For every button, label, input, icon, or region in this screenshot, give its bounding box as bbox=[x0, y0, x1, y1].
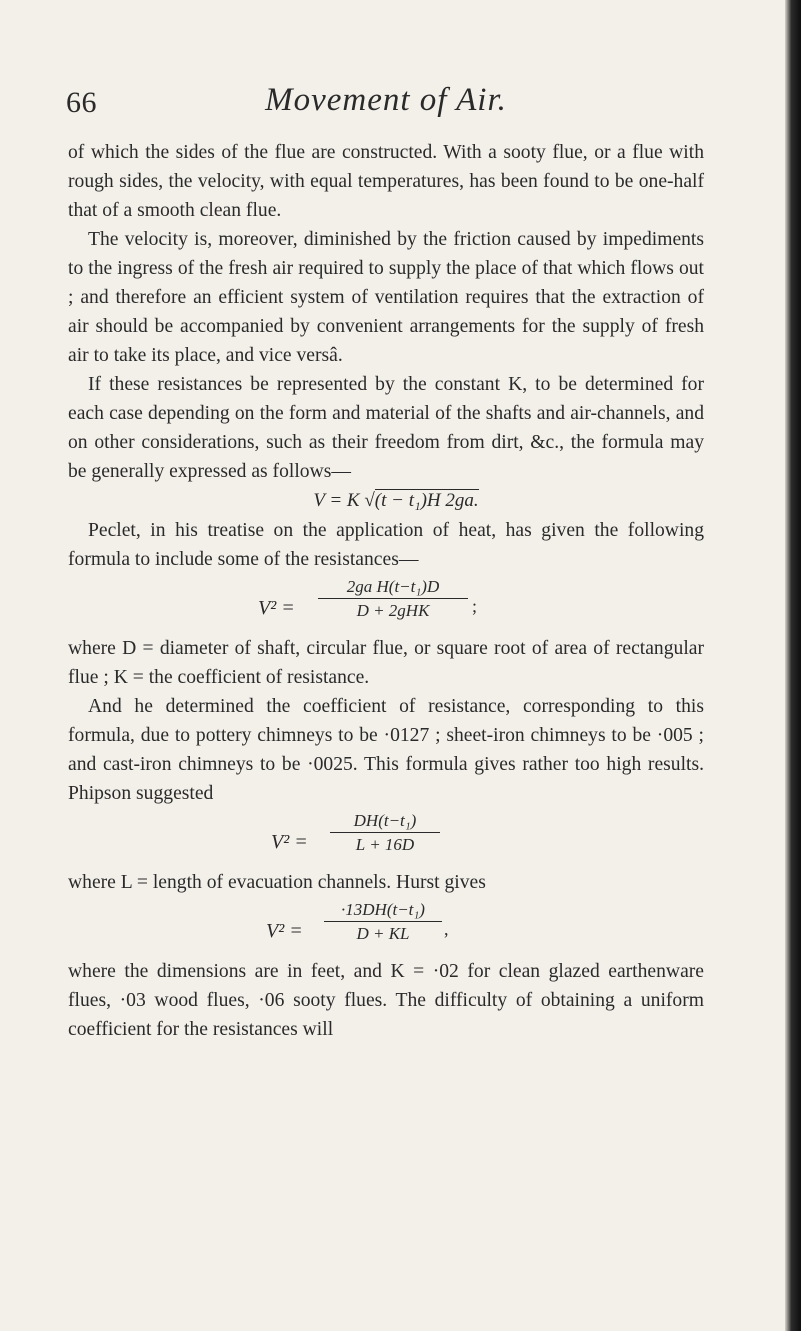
formula-peclet-tail: ; bbox=[472, 596, 478, 616]
formula-hurst bbox=[68, 899, 704, 957]
body-text bbox=[68, 138, 704, 1044]
paragraph-3: If these resistances be represented by the constant K, to be determined for each case depending on the form and material of the shafts and air-channels, and on other considerations, such as their freedom from dirt, &c., the formula may be generally expressed as follows— bbox=[68, 374, 704, 482]
formula-phipson-lhs: V² = bbox=[271, 831, 308, 853]
formula-peclet bbox=[68, 576, 704, 634]
formula-hurst-tail: , bbox=[444, 919, 449, 939]
formula-peclet-denominator: D + 2gHK bbox=[356, 601, 430, 620]
paragraph-7: where L = length of evacuation channels. Hurst gives bbox=[68, 872, 486, 893]
formula-phipson bbox=[68, 810, 704, 868]
formula-hurst-lhs: V² = bbox=[266, 920, 303, 942]
running-title: Movement of Air. bbox=[265, 82, 507, 118]
page-edge-shadow bbox=[785, 0, 801, 1331]
formula-general-lhs: V = K √ bbox=[313, 490, 375, 511]
page-number: 66 bbox=[66, 86, 97, 119]
formula-general bbox=[68, 486, 704, 516]
formula-general-radicand: (t − t₁)H 2ga. bbox=[374, 490, 479, 511]
formula-hurst-fraction bbox=[324, 899, 442, 946]
paragraph-8: where the dimensions are in feet, and K = ·02 for clean glazed earthenware flues, ·03 wood flues, ·06 sooty flues. The difficulty of obtaining a uniform coefficient for the resistances will bbox=[68, 961, 704, 1040]
formula-peclet-lhs: V² = bbox=[258, 597, 295, 619]
paragraph-1: of which the sides of the flue are constructed. With a sooty flue, or a flue with rough sides, the velocity, with equal temperatures, has been found to be one-half that of a smooth clean flue. bbox=[68, 142, 704, 221]
formula-hurst-numerator: ·13DH(t−t₁) bbox=[324, 899, 442, 922]
paragraph-2: The velocity is, moreover, diminished by the friction caused by impediments to the ingress of the fresh air required to supply the place of that which flows out ; and therefore an efficient system of ventilation requires that the extraction of air should be accompanied by convenient arrangements for the supply of fresh air to take its place, and vice versâ. bbox=[68, 229, 704, 366]
formula-phipson-fraction bbox=[330, 810, 440, 857]
formula-hurst-denominator: D + KL bbox=[356, 924, 410, 943]
formula-phipson-numerator: DH(t−t₁) bbox=[330, 810, 440, 833]
formula-phipson-denominator: L + 16D bbox=[355, 835, 415, 854]
formula-peclet-fraction bbox=[318, 576, 468, 623]
paragraph-5: where D = diameter of shaft, circular flue, or square root of area of rectangular flue ; K = the coefficient of resistance. bbox=[68, 638, 704, 688]
formula-peclet-numerator: 2ga H(t−t₁)D bbox=[318, 576, 468, 599]
paragraph-6: And he determined the coefficient of resistance, corresponding to this formula, due to pottery chimneys to be ·0127 ; sheet-iron chimneys to be ·005 ; and cast-iron chimneys to be ·0025. This formula gives rather too high results. Phipson suggested bbox=[68, 696, 704, 804]
paragraph-4: Peclet, in his treatise on the application of heat, has given the following formula to include some of the resistances— bbox=[68, 520, 704, 570]
page-header bbox=[66, 82, 706, 132]
